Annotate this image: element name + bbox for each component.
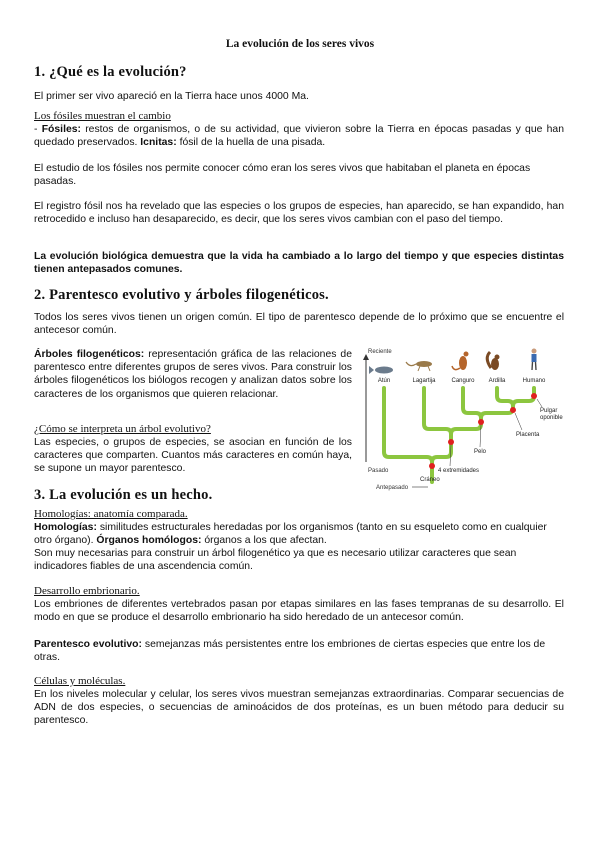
fossil-record-paragraph: El registro fósil nos ha revelado que las especies o los grupos de especies, han aparecido, se han expandido, han retrocedido e incluso han desaparecido, es decir, que los seres vivos cambian con el paso del tiempo.	[34, 201, 564, 226]
label-antepasado: Antepasado	[376, 485, 409, 491]
page-title: La evolución de los seres vivos	[225, 38, 375, 50]
evolutionary-kinship-definition	[34, 638, 564, 664]
cells-molecules-subheading: Células y moléculas.	[34, 675, 126, 687]
tree-interpretation-subheading: ¿Cómo se interpreta un árbol evolutivo?	[34, 423, 211, 435]
label-reciente: Reciente	[368, 349, 392, 355]
evolution-statement: La evolución biológica demuestra que la vida ha cambiado a lo largo del tiempo y que especies distintas tienen antepasados comunes.	[34, 251, 564, 276]
fossils-label: Fósiles:	[41, 124, 81, 135]
kinship-text: semejanzas más persistentes entre los embriones de ciertas especies que entre los de otras.	[34, 639, 546, 664]
homologies-label: Homologías:	[34, 522, 97, 533]
human-icon	[532, 349, 537, 371]
trait-placenta-label: Placenta	[516, 432, 540, 438]
trait-pulgar-label	[540, 408, 563, 421]
node-extremidades	[448, 439, 454, 445]
section-1-intro: El primer ser vivo apareció en la Tierra hace unos 4000 Ma.	[34, 91, 309, 102]
squirrel-icon	[487, 352, 499, 370]
homologies-text: similitudes estructurales heredadas por los organismos (tanto en su esqueleto como en cualquier otro órgano).	[34, 522, 547, 547]
icnitas-text: fósil de la huella de una pisada.	[176, 137, 326, 149]
homologous-organs-label: Órganos homólogos:	[96, 535, 202, 547]
trees-text: representación gráfica de las relaciones de parentesco entre diferentes grupos de seres vivos. Para construir los árboles filogenéticos los biólogos recogen y analizan datos sobre los caracteres de los organismos que quieren relacionar.	[34, 349, 352, 400]
fossils-dash: -	[34, 124, 42, 135]
node-placenta	[510, 407, 516, 413]
taxon-ardilla: Ardilla	[488, 378, 506, 384]
section-1-heading: 1. ¿Qué es la evolución?	[34, 64, 187, 80]
homologies-subheading: Homologías: anatomía comparada.	[34, 508, 188, 520]
taxon-canguro: Canguro	[451, 378, 475, 384]
embryo-subheading: Desarrollo embrionario.	[34, 585, 140, 597]
trait-extremidades-label: 4 extremidades	[438, 468, 480, 474]
taxon-atun: Atún	[377, 378, 391, 384]
section-2-heading: 2. Parentesco evolutivo y árboles filogenéticos.	[34, 287, 329, 303]
kangaroo-icon	[452, 352, 469, 371]
trait-pulgar-line-2: oponible	[540, 415, 563, 421]
icnitas-label: Icnitas:	[140, 137, 177, 149]
node-pelo	[478, 419, 484, 425]
trait-pelo-label: Pelo	[474, 449, 487, 455]
node-craneo	[429, 463, 435, 469]
homologies-paragraph-2: Son muy necesarias para construir un árbol filogenético ya que es necesario utilizar caracteres que sean indicadores fiables de una ascendencia común.	[34, 548, 517, 573]
homologous-organs-text: órganos a los que afectan.	[201, 535, 327, 547]
pulgar-pointer	[537, 399, 542, 407]
section-3-heading: 3. La evolución es un hecho.	[34, 487, 213, 503]
phylogenetic-trees-definition	[34, 348, 352, 401]
branch-ardilla	[481, 388, 513, 418]
lizard-icon	[406, 361, 432, 371]
taxon-lagartija: Lagartija	[412, 378, 436, 384]
kinship-label: Parentesco evolutivo:	[34, 639, 142, 650]
phylogenetic-tree-figure	[362, 344, 568, 494]
tuna-icon	[369, 366, 393, 374]
fossils-subheading: Los fósiles muestran el cambio	[34, 110, 171, 122]
section-2-intro: Todos los seres vivos tienen un origen común. El tipo de parentesco depende de lo próximo que se encuentre el antecesor común.	[34, 312, 564, 337]
fossils-study-paragraph: El estudio de los fósiles nos permite conocer cómo eran los seres vivos que habitaban el planeta en épocas pasadas.	[34, 163, 531, 188]
embryo-paragraph: Los embriones de diferentes vertebrados pasan por etapas similares en las fases tempranas de su desarrollo. El modo en que se produce el desarrollo embrionario ha sido heredado de un antecesor común.	[34, 599, 564, 624]
node-pulgar	[531, 393, 537, 399]
trait-pulgar-line-1: Pulgar	[540, 408, 558, 414]
cells-molecules-paragraph: En los niveles molecular y celular, los seres vivos muestran semejanzas extraordinarias. Comparar secuencias de ADN de dos especies, o secuencias de aminoácidos de dos proteínas, es un buen método para deducir su parentesco.	[34, 689, 564, 727]
placenta-pointer	[515, 413, 522, 430]
fossils-definition	[34, 123, 564, 149]
branch-humano	[513, 388, 534, 406]
fossils-text: restos de organismos, o de su actividad, que vivieron sobre la Tierra en épocas pasadas y que han quedado preservados.	[34, 124, 564, 149]
taxon-humano: Humano	[522, 378, 546, 384]
branch-canguro	[451, 388, 481, 434]
trees-label: Árboles filogenéticos:	[34, 349, 145, 360]
trait-craneo-label: Cráneo	[420, 477, 440, 483]
label-pasado: Pasado	[368, 468, 389, 474]
homologies-definition	[34, 521, 564, 547]
tree-interpretation-text: Las especies, o grupos de especies, se asocian en función de los caracteres que comparten. Cuantos más caracteres en común haya, se supone un mayor parentesco.	[34, 437, 352, 475]
branch-lagartija	[424, 388, 451, 462]
